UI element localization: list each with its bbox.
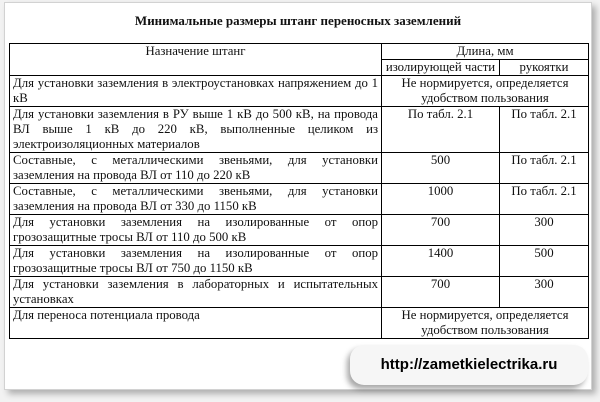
cell-insulating: 1000 xyxy=(382,184,500,215)
cell-length-merged: Не нормируется, определяется удобством пользования xyxy=(382,76,589,107)
cell-purpose: Составные, с металлическими звеньями, для установки заземления на провода ВЛ от 330 до 1150 кВ xyxy=(10,184,382,215)
site-url-watermark: http://zametkielectrika.ru xyxy=(350,345,588,385)
cell-purpose: Для переноса потенциала провода xyxy=(10,308,382,339)
table-row xyxy=(10,308,589,339)
cell-handle: 300 xyxy=(500,215,589,246)
header-insulating: изолирующей части xyxy=(382,60,500,76)
cell-purpose: Для установки заземления в РУ выше 1 кВ до 500 кВ, на провода ВЛ выше 1 кВ до 220 кВ, выполненные целиком из электроизоляционных материалов xyxy=(10,107,382,153)
cell-purpose: Для установки заземления в электроустановках напряжением до 1 кВ xyxy=(10,76,382,107)
table-row xyxy=(10,184,589,215)
cell-insulating: 700 xyxy=(382,215,500,246)
table-row xyxy=(10,107,589,153)
cell-handle: По табл. 2.1 xyxy=(500,184,589,215)
cell-purpose: Составные, с металлическими звеньями, для установки заземления на провода ВЛ от 110 до 220 кВ xyxy=(10,153,382,184)
document-title: Минимальные размеры штанг переносных заземлений xyxy=(134,13,462,28)
cell-handle: По табл. 2.1 xyxy=(500,153,589,184)
header-purpose: Назначение штанг xyxy=(10,44,382,76)
header-length: Длина, мм xyxy=(382,44,589,60)
table-row xyxy=(10,76,589,107)
cell-handle: По табл. 2.1 xyxy=(500,107,589,153)
header-handle: рукоятки xyxy=(500,60,589,76)
table-row xyxy=(10,277,589,308)
cell-insulating: По табл. 2.1 xyxy=(382,107,500,153)
table-row xyxy=(10,246,589,277)
cell-insulating: 500 xyxy=(382,153,500,184)
cell-length-merged: Не нормируется, определяется удобством пользования xyxy=(382,308,589,339)
grounding-rods-table xyxy=(9,43,589,339)
cell-purpose: Для установки заземления на изолированные от опор грозозащитные тросы ВЛ от 750 до 1150 кВ xyxy=(10,246,382,277)
table-row xyxy=(10,215,589,246)
cell-insulating: 700 xyxy=(382,277,500,308)
cell-handle: 300 xyxy=(500,277,589,308)
cell-insulating: 1400 xyxy=(382,246,500,277)
table-row xyxy=(10,153,589,184)
document-frame xyxy=(4,2,592,390)
table-header-row xyxy=(10,44,589,60)
cell-purpose: Для установки заземления в лабораторных и испытательных установках xyxy=(10,277,382,308)
cell-handle: 500 xyxy=(500,246,589,277)
cell-purpose: Для установки заземления на изолированные от опор грозозащитные тросы ВЛ от 110 до 500 кВ xyxy=(10,215,382,246)
